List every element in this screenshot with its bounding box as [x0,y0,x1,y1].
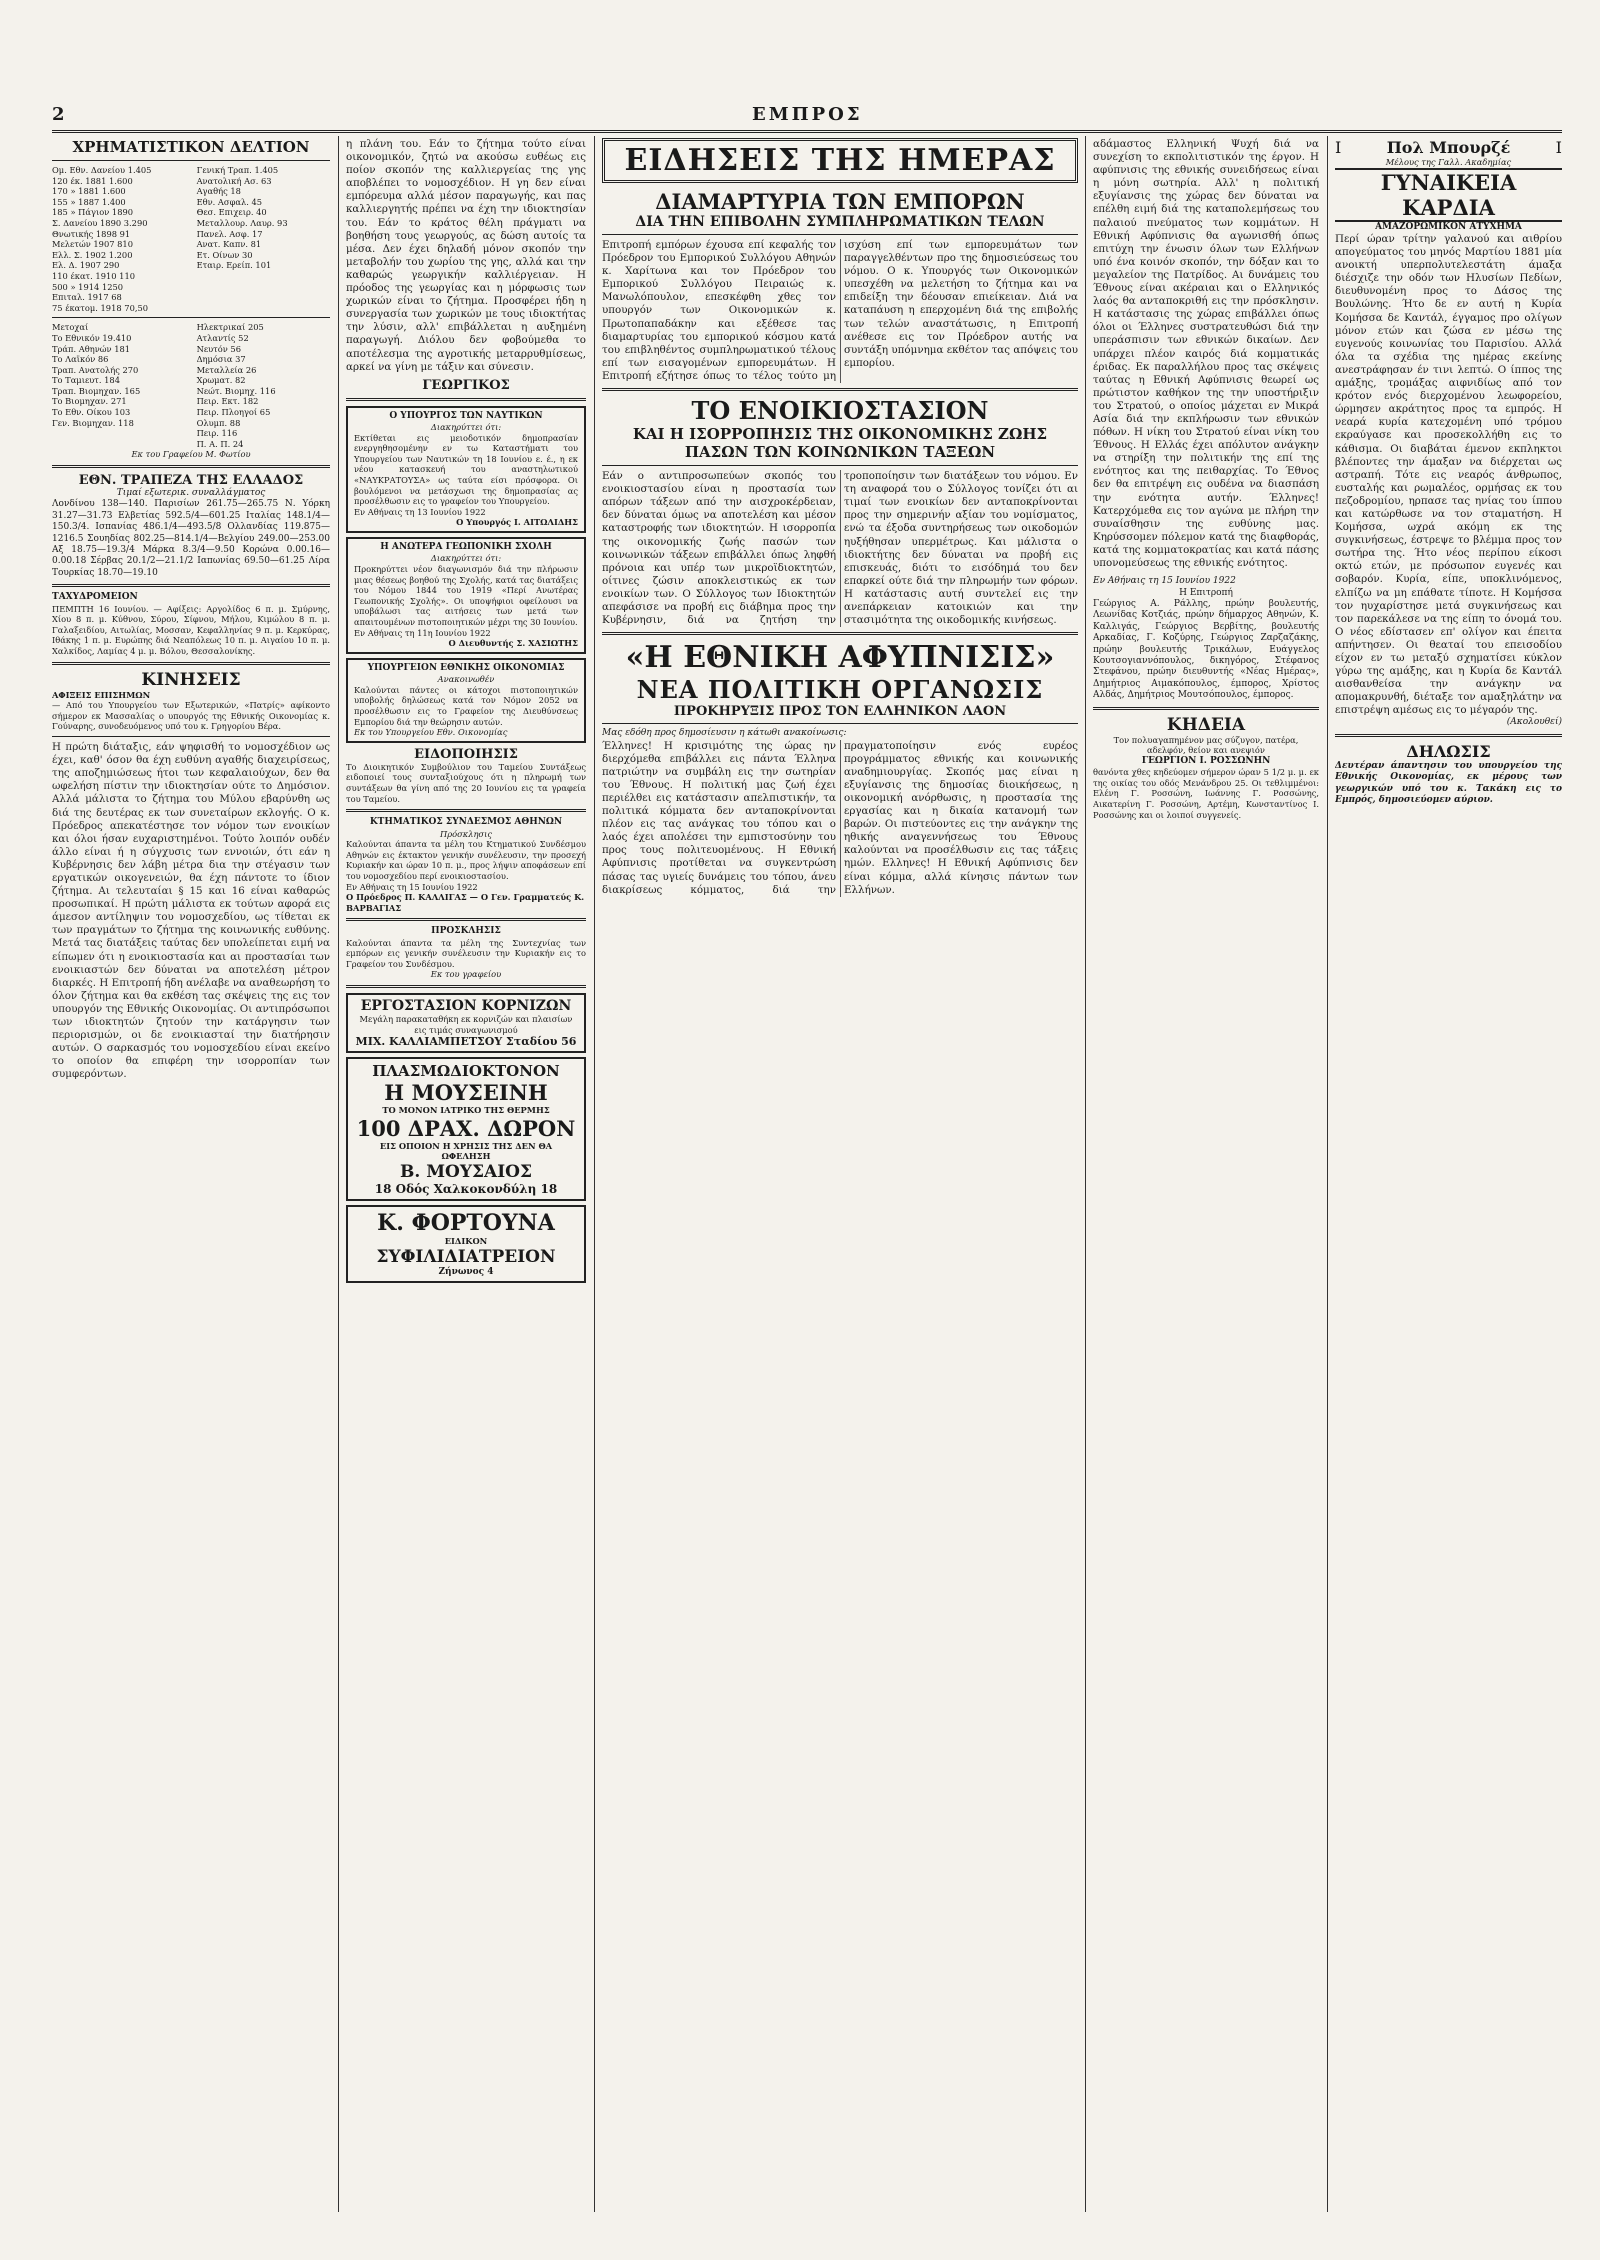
quote-row: Ολυμπ. 88 [196,417,241,428]
notice-navy-text: Εκτίθεται εις μειοδοτικόν δημοπρασίαν ενεργηθησομένην εν τω Καταστήματι του Υπουργείου των Ναυτικών τη 18 Ιουνίου ε. έ., η εκ νέου κατασκευή του αναστηλωτικού «ΝΑΥΚΡΑΤΟΥΣΑ» ως ταύτα είσι πρόσφορα. Οι βουλόμενοι να μετάσχωσι της δημοπρασίας ας προσέλθωσιν εις το γραφείον του Υπουργείου. [354,432,578,507]
article-awakening-text: Έλληνες! Η κρισιμότης της ώρας ην διερχόμεθα επιβάλλει εις πάντα Έλληνα πατριώτην να συμβάλη εις την σωτηρίαν του Έθνους. Η πολιτική μας ζωή έχει περιέλθει εις κατάστασιν απελπιστικήν, τα πολιτικά κόμματα δεν ανταποκρίνονται πλέον εις τας ανάγκας του τόπου και ο λαός έχει απολέσει την εμπιστοσύνην του προς τους πολιτευομένους. Η Εθνική Αφύπνισις προτίθεται να συγκεντρώση πάσας τας υγιείς δυνάμεις του τόπου, άνευ διακρίσεως κόμματος, διά την πραγματοποίησιν ενός ευρέος προγράμματος εθνικής και κοινωνικής αναδημιουργίας. Σκοπός μας είναι η εξυγίανσις της δημοσίας διοικήσεως, η οικονομική ανόρθωσις, η προστασία της εργασίας και η δικαία κατανομή των βαρών. Οι πιστεύοντες εις την ανάγκην της ηθικής αναγεννήσεως του Έθνους καλούνται να προσέλθωσιν εις τας τάξεις ημών. Ελληνες! Η Εθνική Αφύπνισις δεν είναι κόμμα, αλλά κίνησις πάντων των Ελλήνων. [602,739,1078,896]
serial-continues: (Ακολουθεί) [1506,717,1562,728]
col2-intro-text: η πλάνη του. Εάν το ζήτημα τούτο είναι οικονομικόν, ζητώ να ακούσω ευθέως εις ποίον σκοπόν της καλλιεργείας της γης αποβλέπει το νομοσχέδιον. Η γη δεν είναι εμπόρευμα αλλά μέσον παραγωγής, και πας καλλιεργητής πρέπει να έχη την ιδιοκτησίαν του. Εάν το κράτος θέλη πράγματι να βοηθήση τους γεωργούς, ας δώση αυτοίς τα μέσα. Δεν έχει δηλαδή μόνον σκοπόν την μεταβολήν του χωρίου της γης, αλλά και την καθαρώς γεωργικήν καλλιέργειαν. Η πρόοδος της γεωργίας και η μόρφωσις των χωρικών είναι το ζήτημα. Προσφέρει ήδη η συνεργασία των χωρικών με τους ιδιοκτήτας την λύσιν, αλλ' επιβάλλεται η αυξημένη παραγωγή. Διόλου δεν φοβούμεθα το αποτέλεσμα της αγροτικής μεταρρυθμίσεως, αρκεί να γίνη με τάξιν και σύνεσιν. [346,138,586,373]
notice-property-sub: Πρόσκλησις [439,828,492,839]
quote-row: Μελετών 1907 810 [52,239,133,250]
quote-row: Εταιρ. Ερείπ. 101 [196,260,272,271]
quote-row: 500 » 1914 1250 [52,281,124,292]
quote-row: 120 έκ. 1881 1.600 [52,175,133,186]
quote-row: Πανελ. Ασφ. 17 [196,228,263,239]
quote-row: Γενική Τραπ. 1.405 [196,165,279,175]
notice-invitation-title: ΠΡΟΣΚΛΗΣΙΣ [431,926,501,937]
quote-row: Τραπ. Ανατολής 270 [52,364,139,375]
notice-navy [346,406,586,533]
article-rent-subtitle: ΚΑΙ Η ΙΣΟΡΡΟΠΗΣΙΣ ΤΗΣ ΟΙΚΟΝΟΜΙΚΗΣ ΖΩΗΣ ΠΑΣΩΝ ΤΩΝ ΚΟΙΝΩΝΙΚΩΝ ΤΑΞΕΩΝ [632,425,1048,462]
ad-clinic [346,1205,586,1283]
quote-row: 155 » 1887 1.400 [52,196,126,207]
quote-row: Χρωματ. 82 [196,375,246,386]
ad-clinic-address: Ζήνωνος 4 [438,1266,494,1277]
quote-row: Μεταλλουρ. Λαυρ. 93 [196,217,288,228]
ad-malaria-contact: Β. ΜΟΥΣΑΙΟΣ [400,1162,532,1183]
ad-frames-contact: ΜΙΧ. ΚΑΛΛΙΑΜΠΕΤΣΟΥ Σταδίου 56 [355,1035,577,1049]
quote-row: 75 έκατομ. 1918 70,50 [52,302,149,313]
notice-agronomy-title: Η ΑΝΩΤΕΡΑ ΓΕΩΠΟΝΙΚΗ ΣΧΟΛΗ [380,542,552,553]
funeral-intro: Τον πολυαγαπημένον μας σύζυγον, πατέρα, αδελφόν, θείον και ανεψιόν [1113,734,1299,756]
col2-signature: ΓΕΩΡΓΙΚΟΣ [422,377,510,393]
ad-clinic-title: ΣΥΦΙΛΙΔΙΑΤΡΕΙΟΝ [376,1246,556,1267]
ad-malaria-address: 18 Οδός Χαλκοκονδύλη 18 [374,1182,558,1197]
bond-quotes-left [52,165,185,313]
quote-row: Σ. Δανείου 1890 3.290 [52,217,148,228]
article-awakening-title: «Η ΕΘΝΙΚΗ ΑΦΥΠΝΙΣΙΣ» [625,640,1055,676]
quote-row: Μεταλλεία 26 [196,364,257,375]
ad-malaria-line1: ΠΛΑΣΜΩΔΙΟΚΤΟΝΟΝ [372,1062,560,1081]
notice-property-date: Εν Αθήναις τη 15 Ιουνίου 1922 [346,881,478,892]
funeral-title: ΚΗΔΕΙΑ [1166,714,1246,735]
movements-text: — Από του Υπουργείου των Εξωτερικών, «Πατρίς» αφίκοντο σήμερον εκ Μασσαλίας ο υπουργός της Εθνικής Οικονομίας κ. Γούναρης, συνοδευόμενος υπό του κ. Γρηγορίου Βέρα. [52,700,330,732]
awakening-date: Εν Αθήναις τη 15 Ιουνίου 1922 [1093,576,1236,587]
article-awakening-subtitle: ΝΕΑ ΠΟΛΙΤΙΚΗ ΟΡΓΑΝΩΣΙΣ [636,675,1044,705]
masthead: ΕΜΠΡΟΣ [752,104,863,125]
quote-row: Πειρ. Πλοηγοί 65 [196,407,271,418]
quote-row: Πειρ. Εκτ. 182 [196,396,259,407]
notice-invitation-source: Εκ του γραφείου [430,969,502,980]
post-title: ΤΑΧΥΔΡΟΜΕΙΟΝ [52,592,138,603]
notice-navy-title: Ο ΥΠΟΥΡΓΟΣ ΤΩΝ ΝΑΥΤΙΚΩΝ [389,410,543,421]
ad-malaria-line5: ΕΙΣ ΟΠΟΙΟΝ Η ΧΡΗΣΙΣ ΤΗΣ ΔΕΝ ΘΑ ΩΦΕΛΗΣΗ [379,1140,553,1162]
quote-row: Ομ. Εθν. Δανείου 1.405 [52,165,152,175]
notice-agronomy [346,537,586,654]
notice-navy-date: Εν Αθήναις τη 13 Ιουνίου 1922 [354,506,486,517]
quote-row: 185 » Πάγιον 1890 [52,207,134,218]
quote-row: Ανατ. Καπν. 81 [196,239,262,250]
quote-row: Το Λαϊκόν 86 [52,354,109,365]
notice-property-text: Καλούνται άπαντα τα μέλη του Κτηματικού Συνδέσμου Αθηνών εις έκτακτον γενικήν συνέλευσιν, την προσεχή Κυριακήν και ώραν 10 π. μ., προς λήψιν αποφάσεων επί του νομοσχεδίου περί ενοικιοστασίου. [346,839,586,881]
movements-title: ΚΙΝΗΣΕΙΣ [141,669,241,690]
declaration-text: Δευτέραν άπαντησιν του υπουργείου της Εθνικής Οικονομίας, εκ μέρους των γεωργικών υπό του κ. Τακάκη εις το Εμπρός, δημοσιεύομεν αύριον. [1335,760,1562,806]
article-awakening-lead: Μας εδόθη προς δημοσίευσιν η κάτωθι ανακοίνωσις: [602,728,847,739]
quote-row: Το Βιομηχαν. 271 [52,396,127,407]
quote-row: Ανατολική Ασ. 63 [196,175,272,186]
quote-row: Ηλεκτρικαί 205 [196,322,264,333]
awakening-continued-text: αδάμαστος Ελληνική Ψυχή διά να συνεχίση το εκπολιτιστικόν της έργον. Η αφύπνισις της εθνικής συνειδήσεως είναι η μόνη σωτηρία. Αλλ' η πολιτική εξυγίανσις της χώρας δεν δύναται να επέλθη ειμή διά της καταπολεμήσεως του παλαιού πνεύματος των κομμάτων. Η Εθνική Αφύπνισις θα αγωνισθή όπως επιτύχη την ένωσιν όλων των Ελλήνων υπό ένα κοινόν σκοπόν, την δόξαν και το μεγαλείον της Πατρίδος. Αι δυνάμεις του Έθνους είναι ακέραιαι και ο Ελληνικός λαός θα ανταποκριθή εις την πρόσκλησιν. Η κατάστασις της χώρας επιβάλλει όπως όλοι οι Έλληνες συστρατευθώσι διά την υπεράσπισιν των εθνικών δικαίων. Δεν υπάρχει πλέον καιρός διά κομματικάς έριδας. Εκ παραλλήλου προς τας σκέψεις ταύτας η Εθνική Αφύπνισις θεωρεί ως πρώτιστον καθήκον της την υποστήριξιν του Στρατού, ο οποίος μάχεται εν Μικρά Ασία διά την εκπλήρωσιν των εθνικών πόθων. Η νίκη του Στρατού είναι νίκη του Έθνους. Η Ελλάς έχει απόλυτον ανάγκην να στηρίξη την πολιτικήν της επί της ενότητος και της πειθαρχίας. Το Έθνος δεν θα επιτρέψη εις ουδένα να διασπάση την ενότητα αυτήν. Έλληνες! Κατερχόμεθα εις τον αγώνα με πλήρη την συναίσθησιν της ευθύνης μας. Κηρύσσομεν πόλεμον κατά της διαφθοράς, κατά της κομματοκρατίας και κατά πάσης υπονομεύσεως της εθνικής ενότητος. [1093,138,1319,569]
serial-subtitle: ΑΜΑΖΟΡΩΜΙΚΟΝ ΑΤΥΧΗΜΑ [1375,221,1522,232]
share-quotes [52,322,330,449]
page-header [52,104,1562,133]
share-quotes-right [197,322,330,449]
notice-economy-sub: Ανακοινωθέν [437,674,495,685]
ad-frames [346,993,586,1053]
notice-property-title: ΚΤΗΜΑΤΙΚΟΣ ΣΥΝΔΕΣΜΟΣ ΑΘΗΝΩΝ [369,817,563,828]
ad-clinic-sub: ΕΙΔΙΚΟΝ [444,1236,488,1247]
quote-row: 170 » 1881 1.600 [52,186,126,197]
bond-quotes-right [197,165,330,313]
article-protest-title: ΔΙΑΜΑΡΤΥΡΙΑ ΤΩΝ ΕΜΠΟΡΩΝ [655,189,1025,214]
ad-malaria [346,1057,586,1201]
column-3 [602,138,1078,2212]
article-rent-text: Εάν ο αντιπροσωπεύων σκοπός του ενοικιοστασίου είναι η προστασία των απόρων τάξεων από την αισχροκέρδειαν, δεν δύναται όμως να αποτελέση και μέσον καταστροφής των ιδιοκτητών. Η ισορροπία της οικονομικής ζωής πασών των κοινωνικών τάξεων επιβάλλει όπως ληφθή πρόνοια και υπέρ των μικροϊδιοκτητών, οίτινες ζώσιν αποκλειστικώς εκ των ενοικίων των. Ο Σύλλογος των Ιδιοκτητών απεφάσισε να προβή εις διάβημα προς την Κυβέρνησιν, διά να ζητήση την τροποποίησιν των διατάξεων του νόμου. Εν τη αναφορά του ο Σύλλογος τονίζει ότι αι τιμαί των ενοικίων δεν ανταποκρίνονται προς την σημερινήν αξίαν του νομίσματος, ενώ τα έξοδα συντηρήσεως των οικοδομών ηυξήθησαν υπερμέτρως. Και μάλιστα ο ιδιοκτήτης δεν δύναται να προβή εις επισκευάς, διότι το εισόδημά του δεν επαρκεί ούτε διά την πληρωμήν των φόρων. Η κατάστασις αυτή συντελεί εις την ανεπάρκειαν κατοικιών και την στασιμότητα της οικοδομικής κινήσεως. [602,470,1078,627]
ad-malaria-line4: 100 ΔΡΑΧ. ΔΩΡΟΝ [356,1115,576,1141]
serial-tag: I [1335,138,1342,157]
funeral-name: ΓΕΩΡΓΙΟΝ Ι. ΡΟΣΣΩΝΗΝ [1141,755,1271,766]
quote-row: Θνωτικής 1898 91 [52,228,131,239]
notice-invitation-text: Καλούνται άπαντα τα μέλη της Συντεχνίας των εμπόρων εις γενικήν συνέλευσιν την Κυριακήν εις το Γραφείον του Συνδέσμου. [346,937,586,969]
notice-agronomy-sign: Ο Διευθυντής Σ. ΧΑΣΙΩΤΗΣ [448,638,578,649]
quote-row: Νευτόν 56 [196,343,241,354]
quote-row: Γεν. Βιομηχαν. 118 [52,417,134,428]
notice-navy-sign: Ο Υπουργός Ι. ΑΙΤΩΛΙΔΗΣ [456,517,578,528]
quote-row: Το Εθνικόν 19.410 [52,332,132,343]
quote-row: Πειρ. 116 [196,428,238,439]
quote-row: Το Ταμιευτ. 184 [52,375,120,386]
column-rule [1085,136,1086,2212]
ad-frames-title: ΕΡΓΟΣΤΑΣΙΟΝ ΚΟΡΝΙΖΩΝ [360,998,572,1015]
notice-navy-sub: Διακηρύττει ότι: [430,422,502,433]
quote-row: Δημόσια 37 [196,354,246,365]
committee-members: Γεώργιος Α. Ράλλης, πρώην βουλευτής, Λεωνίδας Κοτζιάς, πρώην δήμαρχος Αθηνών, Κ. Καλλιγάς, Γεώργιος Βερβίτης, βουλευτής Αρκαδίας, Γ. Κοζύρης, Γεώργιος Ζαρζαζάκης, πρώην βουλευτής Τρικάλων, Ευάγγελος Κουτσογιαννόπουλος, δικηγόρος, Στέφανος Στεφάνου, πρώην διευθυντής «Νέας Ημέρας», Δημήτριος Αιμακόπουλος, έμπορος, Χρίστος Αλδάς, Δημήτριος Μουτσόπουλος, έμπορος. [1093,598,1319,701]
column-1 [52,138,330,2212]
main-text-col1: Η πρώτη διάταξις, εάν ψηφισθή το νομοσχέδιον ως έχει, καθ' όσον θα έχη ευθύνη αγαθής διαχειρίσεως, της αποζημιώσεως ήτοι των κεφαλαιούχων, δεν θα ωφελήση πίστιν την ιδιοκτησίαν ούτε το Δημόσιον. Αλλά μάλιστα το ζήτημα του Μύλου εβαρύνθη ως διά της δευτέρας εκ των συνεταίρων εκλογής. Ο κ. Πρόεδρος απεκατέστησε τον νόμον των ενοικίων και όλοι ήσαν ευχαριστημένοι. Τούτο λοιπόν ουδέν άλλο είναι ή η σύγχυσις των εννοιών, ότι εάν η Κυβέρνησις δεν λάβη μέτρα δια την στέγασιν των εργατικών οικογενειών, θα έχη πάντοτε το ίδιον ζήτημα. Αι τελευταίαι § 15 και 16 είναι καθαρώς προσωπικαί. Η πρώτη μάλιστα εκ τούτων αφορά εις άμεσον αντίληψιν του νομοσχεδίου, ως τίθεται εκ των πραγμάτων το ζήτημα της κοινωνικής ευθύνης. Μετά τας διατάξεις ταύτας δεν υπολείπεται ειμή να είπωμεν ότι η ενοικιοστασία και αι προστασίαι των ενοικιαστών δεν δύναται να αποτελέση μέτρον διαρκές. Η Επιτροπή ήδη ανέλαβε να αναθεωρήση το όλον ζήτημα και θα εκθέση τας σκέψεις της εις τον υπουργόν της Εθνικής Οικονομίας. Οι αντιπρόσωποι των ιδιοκτητών ζητούν την κατάργησιν των περιορισμών, οι δε ενοικιασταί την διατήρησιν αυτών. Ο σαρκασμός του νομοσχεδίου είναι εκείνο το οποίον θα επιφέρη την ισορροπίαν των συμφερόντων. [52,741,330,1081]
serial-author: Πολ Μπουρζέ [1386,138,1511,157]
quote-row: Μετοχαί [52,322,89,333]
ad-malaria-line2: Η ΜΟΥΣΕΙΝΗ [384,1080,548,1106]
bank-title: ΕΘΝ. ΤΡΑΠΕΖΑ ΤΗΣ ΕΛΛΑΔΟΣ [78,473,304,489]
notice-agronomy-sub: Διακηρύττει ότι: [430,553,502,564]
article-awakening-subtitle2: ΠΡΟΚΗΡΥΞΙΣ ΠΡΟΣ ΤΟΝ ΕΛΛΗΝΙΚΟΝ ΛΑΟΝ [673,704,1007,720]
notice-agronomy-date: Εν Αθήναις τη 11η Ιουνίου 1922 [354,627,491,638]
quote-row: Τράπ. Αθηνών 181 [52,343,131,354]
notice-property-sign: Ο Πρόεδρος Π. ΚΑΛΛΙΓΑΣ — Ο Γεν. Γραμματεύς Κ. ΒΑΡΒΑΓΙΑΣ [346,892,585,913]
column-rule [594,136,595,2212]
notice-agronomy-text: Προκηρύττει νέον διαγωνισμόν διά την πλήρωσιν μιας θέσεως βοηθού της Σχολής, κατά τας διατάξεις του Νόμου 1844 του 1919 «Περί Ανωτέρας Γεωπονικής Σχολής». Οι υποψήφιοι οφείλουσι να υποβάλωσι τας αιτήσεις των μετά των απαιτουμένων πιστοποιητικών μέχρι της 30 Ιουνίου. [354,564,578,627]
news-section-title: ΕΙΔΗΣΕΙΣ ΤΗΣ ΗΜΕΡΑΣ [602,138,1078,183]
quote-row: Τραπ. Βιομηχαν. 165 [52,385,141,396]
article-protest-subtitle: ΔΙΑ ΤΗΝ ΕΠΙΒΟΛΗΝ ΣΥΜΠΛΗΡΩΜΑΤΙΚΩΝ ΤΕΛΩΝ [635,214,1045,230]
ad-clinic-name: Κ. ΦΟΡΤΟΥΝΑ [377,1210,555,1237]
movements-subtitle: ΑΦΙΞΕΙΣ ΕΠΙΣΗΜΩΝ [52,689,151,700]
article-protest-text: Επιτροπή εμπόρων έχουσα επί κεφαλής τον Πρόεδρον του Εμπορικού Συλλόγου Αθηνών κ. Χαρίτωνα και τον Πρόεδρον του Εμπορικού Συλλόγου Πειραιώς κ. Μανωλόπουλον, επεσκέφθη χθες τον υπουργόν των Οικονομικών κ. Πρωτοπαπαδάκην και εξέθεσε τας διαμαρτυρίας του εμπορικού κόσμου κατά του επιβληθέντος συμπληρωματικού τέλους επί των εισαγομένων εμπορευμάτων. Η Επιτροπή εζήτησε όπως το τέλος τούτο μη ισχύση επί των εμπορευμάτων των παραγγελθέντων προ της δημοσιεύσεως του νόμου. Ο κ. Υπουργός των Οικονομικών υπεσχέθη να μελετήση το ζήτημα και να επιδείξη την δέουσαν επιείκειαν. Διά να καταπάυση η επερχομένη διά της επιβολής των τελών αναστάτωσις, η Επιτροπή ανέθεσε εις τον Πρόεδρον αυτής να συντάξη υπόμνημα εκθέτον τας απόψεις του εμπορίου. [602,239,1078,382]
article-rent-title: ΤΟ ΕΝΟΙΚΙΟΣΤΑΣΙΟΝ [691,396,989,426]
bank-subtitle: Τιμαί εξωτερικ. συναλλάγματος [116,488,266,499]
quote-row: Επιταλ. 1917 68 [52,292,122,303]
column-4 [1093,138,1319,2212]
quote-row: Ελ. Δ. 1907 290 [52,260,120,271]
serial-author-sub: Μέλους της Γαλλ. Ακαδημίας [1385,157,1512,167]
column-rule [1327,136,1328,2212]
notice-warning-text: Το Διοικητικόν Συμβούλιον του Ταμείου Συντάξεως ειδοποιεί τους συνταξιούχους ότι η πληρωμή των συντάξεων θα γίνη από της 20 Ιουνίου εις τα γραφεία του Ταμείου. [346,761,586,804]
column-5 [1335,138,1562,2212]
quote-row: Ελλ. Σ. 1902 1.200 [52,249,133,260]
share-quotes-left [52,322,185,449]
ad-malaria-line3: ΤΟ ΜΟΝΟΝ ΙΑΤΡΙΚΟ ΤΗΣ ΘΕΡΜΗΣ [382,1105,550,1116]
quote-row: Εθν. Ασφαλ. 45 [196,196,263,207]
notice-economy-text: Καλούνται πάντες οι κάτοχοι πιστοποιητικών υποβολής δηλώσεως κατά τον Νόμον 2052 να προσέλθωσιν εις το Γραφείον της Διευθύνσεως Εμπορίου διά την θεώρησιν αυτών. [354,684,578,727]
quote-row: Ετ. Οίνων 30 [196,249,253,260]
quote-row: 110 έκατ. 1910 110 [52,270,136,281]
exchange-rates: Λονδίνου 138—140. Παρισίων 261.75—265.75 Ν. Υόρκη 31.27—31.73 Ελβετίας 592.5/4—601.25 Ιταλίας 148.1/4—150.3/4. Ισπανίας 486.1/4—493.5/8 Ολλανδίας 119.875—1216.5 Σουηδίας 802.25—814.1/4—Βελγίου 249.00—253.00 Αξ 18.75—19.3/4 Μάρκα 8.3/4—9.50 Κορώνα 0.00.16—0.00.18 Σέρβας 20.1/2—21.1/2 Ιαπωνίας 69.50—61.25 Λίρα Τουρκίας 18.70—19.10 [52,499,330,578]
column-rule [338,136,339,2212]
notice-economy-source: Εκ του Υπουργείου Εθν. Οικονομίας [354,727,508,738]
notice-warning-title: ΕΙΔΟΠΟΙΗΣΙΣ [414,746,518,762]
serial-tag: I [1555,138,1562,157]
page-number: 2 [52,104,65,125]
serial-author-line [1335,138,1562,157]
serial-title: ΓΥΝΑΙΚΕΙΑ ΚΑΡΔΙΑ [1335,168,1562,222]
quotes-source: Εκ του Γραφείου Μ. Φωτίου [131,449,251,460]
notice-economy-title: ΥΠΟΥΡΓΕΙΟΝ ΕΘΝΙΚΗΣ ΟΙΚΟΝΟΜΙΑΣ [367,662,565,673]
quote-row: Νεώτ. Βιομηχ. 116 [196,385,276,396]
committee-label: Η Επιτροπή [1179,587,1233,598]
quote-row: Ατλαντίς 52 [196,332,249,343]
quote-row: Π. Α. Π. 24 [196,438,244,449]
column-2 [346,138,586,2212]
declaration-title: ΔΗΛΩΣΙΣ [1406,741,1491,761]
funeral-details: θανόντα χθες κηδεύομεν σήμερον ώραν 5 1/2 μ. μ. εκ της οικίας του οδός Μενάνδρου 25. Οι τεθλιμμένοι: Ελένη Γ. Ροσσώνη, Ιωάννης Γ. Ροσσώνης, Αικατερίνη Γ. Ροσσώνη, Αρτέμη, Κωνσταντίνος Ι. Ροσσώνης και οι λοιποί συγγενείς. [1093,767,1319,820]
quote-row: Το Εθν. Οίκου 103 [52,407,131,418]
notice-economy [346,658,586,743]
quote-row: Αγαθής 18 [196,186,241,197]
bond-quotes [52,165,330,313]
ad-frames-text: Μεγάλη παρακαταθήκη εκ κορνιζών και πλαισίων εις τιμάς συναγωνισμού [359,1014,573,1035]
quote-row: Θεσ. Επιχειρ. 40 [196,207,267,218]
stock-bulletin-title: ΧΡΗΜΑΤΙΣΤΙΚΟΝ ΔΕΛΤΙΟΝ [72,138,310,156]
post-text: ΠΕΜΠΤΗ 16 Ιουνίου. — Αφίξεις: Αργολίδος 6 π. μ. Σμύρνης, Χίου 8 π. μ. Κύθνου, Σύρου, Σίφνου, Μήλου, Κιμώλου 8 π. μ. Γαλαξειδίου, Αιτωλίας, Μοσσαν, Κεφαλληνίας 9 π. μ. Κερκύρας, Ιθάκης 1 π. μ. Ευρώπης διά Νεαπόλεως 10 π. μ. Αιγαίου 10 π. μ. Χαλκίδος, Λαμίας 4 μ. μ. Βόλου, Θεσσαλονίκης. [52,603,330,657]
serial-text: Περί ώραν τρίτην γαλανού και αιθρίου απογεύματος του μηνός Μαρτίου 1881 μία ανοικτή υπερπολυτελεστάτη άμαξα διέσχιζε την οδόν των Ηλυσίων Πεδίων, διευθυνομένη προς το Δάσος της Βουλώνης. Ήτο δε εν αυτή η Κυρία Κομήσσα δε Καντάλ, έγγαμος προ ολίγων μόνον ετών και ζώσα εν μέσω της ευγενούς κοινωνίας του Παρισίου. Αλλά όλα τα σχέδια της ημέρας εκείνης ανεστράφησαν έν τινι λεπτώ. Ο ίππος της αμάξης, τρομάξας αιφνιδίως από τον κρότον ενός διερχομένου λεωφορείου, ώρμησεν ακράτητος προς τα εμπρός. Η νεαρά κυρία κατεχομένη υπό τρόμου εκραύγασε και προσεκολλήθη εις το κάθισμα. Οι διαβάται έμενον εκπληκτοι βλέποντες την άμαξαν να διέρχεται ως αστραπή. Τότε εις νεαρός άνθρωπος, ευσταλής και ρωμαλέος, ορμήσας εκ του πεζοδρομίου, ηρπασε τας ηνίας του ίππου και κατώρθωσε να τον σταματήση. Η Κομήσσα, ωχρά ακόμη εκ της συγκινήσεως, έστρεψε το βλέμμα προς τον σωτήρα της. Ήτο νέος περίπου είκοσι οκτώ ετών, με πρόσωπον ευγενές και σοβαρόν. Κυρία, είπε, υποκλινόμενος, ελπίζω να μη επάθατε τίποτε. Η Κομήσσα τον ηυχαρίστησε μετά συγκινήσεως και τον παρεκάλεσε να της είπη το όνομά του. Ο νέος εδίστασεν επ' ολίγον και έπειτα απήντησεν. Οι θεαταί του επεισοδίου είχον εν τω μεταξύ σχηματίσει κύκλον γύρω της αμάξης, και η Κυρία δε Καντάλ αισθανθείσα την ανάγκην να απομακρυνθή, διέταξε τον αμαξηλάτην να επιστρέψη αμέσως εις το μέγαρόν της. [1335,233,1562,717]
